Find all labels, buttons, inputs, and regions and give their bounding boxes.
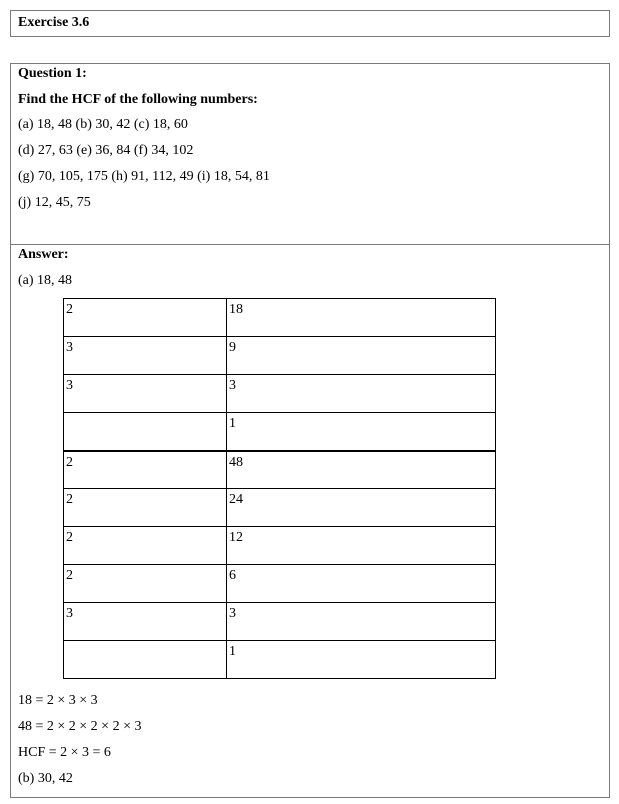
divisor-cell bbox=[64, 413, 227, 451]
quotient-cell: 12 bbox=[227, 527, 496, 565]
table-row bbox=[64, 337, 496, 375]
table-row bbox=[64, 603, 496, 641]
table-row bbox=[64, 527, 496, 565]
quotient-cell: 3 bbox=[227, 603, 496, 641]
divisor-cell: 2 bbox=[64, 565, 227, 603]
quotient-cell: 1 bbox=[227, 641, 496, 679]
quotient-cell: 9 bbox=[227, 337, 496, 375]
table-row bbox=[64, 375, 496, 413]
quotient-cell: 3 bbox=[227, 375, 496, 413]
question-line: (j) 12, 45, 75 bbox=[18, 195, 91, 210]
quotient-cell: 1 bbox=[227, 413, 496, 451]
divisor-cell: 2 bbox=[64, 489, 227, 527]
question-line: (a) 18, 48 (b) 30, 42 (c) 18, 60 bbox=[18, 117, 188, 132]
divisor-cell: 3 bbox=[64, 337, 227, 375]
quotient-cell: 18 bbox=[227, 299, 496, 337]
divisor-cell: 3 bbox=[64, 603, 227, 641]
question-section bbox=[10, 63, 610, 245]
answer-label: Answer: bbox=[18, 247, 69, 262]
divisor-cell: 2 bbox=[64, 451, 227, 489]
table-row bbox=[64, 451, 496, 489]
quotient-cell: 24 bbox=[227, 489, 496, 527]
question-label: Question 1: bbox=[18, 66, 87, 81]
divisor-cell: 2 bbox=[64, 527, 227, 565]
divisor-cell: 3 bbox=[64, 375, 227, 413]
part-b-label: (b) 30, 42 bbox=[18, 771, 73, 786]
divisor-cell: 2 bbox=[64, 299, 227, 337]
table-row bbox=[64, 413, 496, 451]
question-line: (g) 70, 105, 175 (h) 91, 112, 49 (i) 18, 54, 81 bbox=[18, 169, 270, 184]
answer-section bbox=[10, 244, 610, 798]
factorization-18: 18 = 2 × 3 × 3 bbox=[18, 693, 98, 708]
table-row bbox=[64, 565, 496, 603]
exercise-title: Exercise 3.6 bbox=[18, 15, 90, 30]
table-row bbox=[64, 641, 496, 679]
division-table bbox=[63, 298, 496, 679]
divisor-cell bbox=[64, 641, 227, 679]
quotient-cell: 6 bbox=[227, 565, 496, 603]
part-a-label: (a) 18, 48 bbox=[18, 273, 73, 288]
table-row bbox=[64, 299, 496, 337]
question-line: (d) 27, 63 (e) 36, 84 (f) 34, 102 bbox=[18, 143, 194, 158]
exercise-header bbox=[10, 10, 610, 37]
quotient-cell: 48 bbox=[227, 451, 496, 489]
table-row bbox=[64, 489, 496, 527]
question-prompt: Find the HCF of the following numbers: bbox=[18, 92, 258, 107]
factorization-48: 48 = 2 × 2 × 2 × 2 × 3 bbox=[18, 719, 142, 734]
hcf-result: HCF = 2 × 3 = 6 bbox=[18, 745, 111, 760]
